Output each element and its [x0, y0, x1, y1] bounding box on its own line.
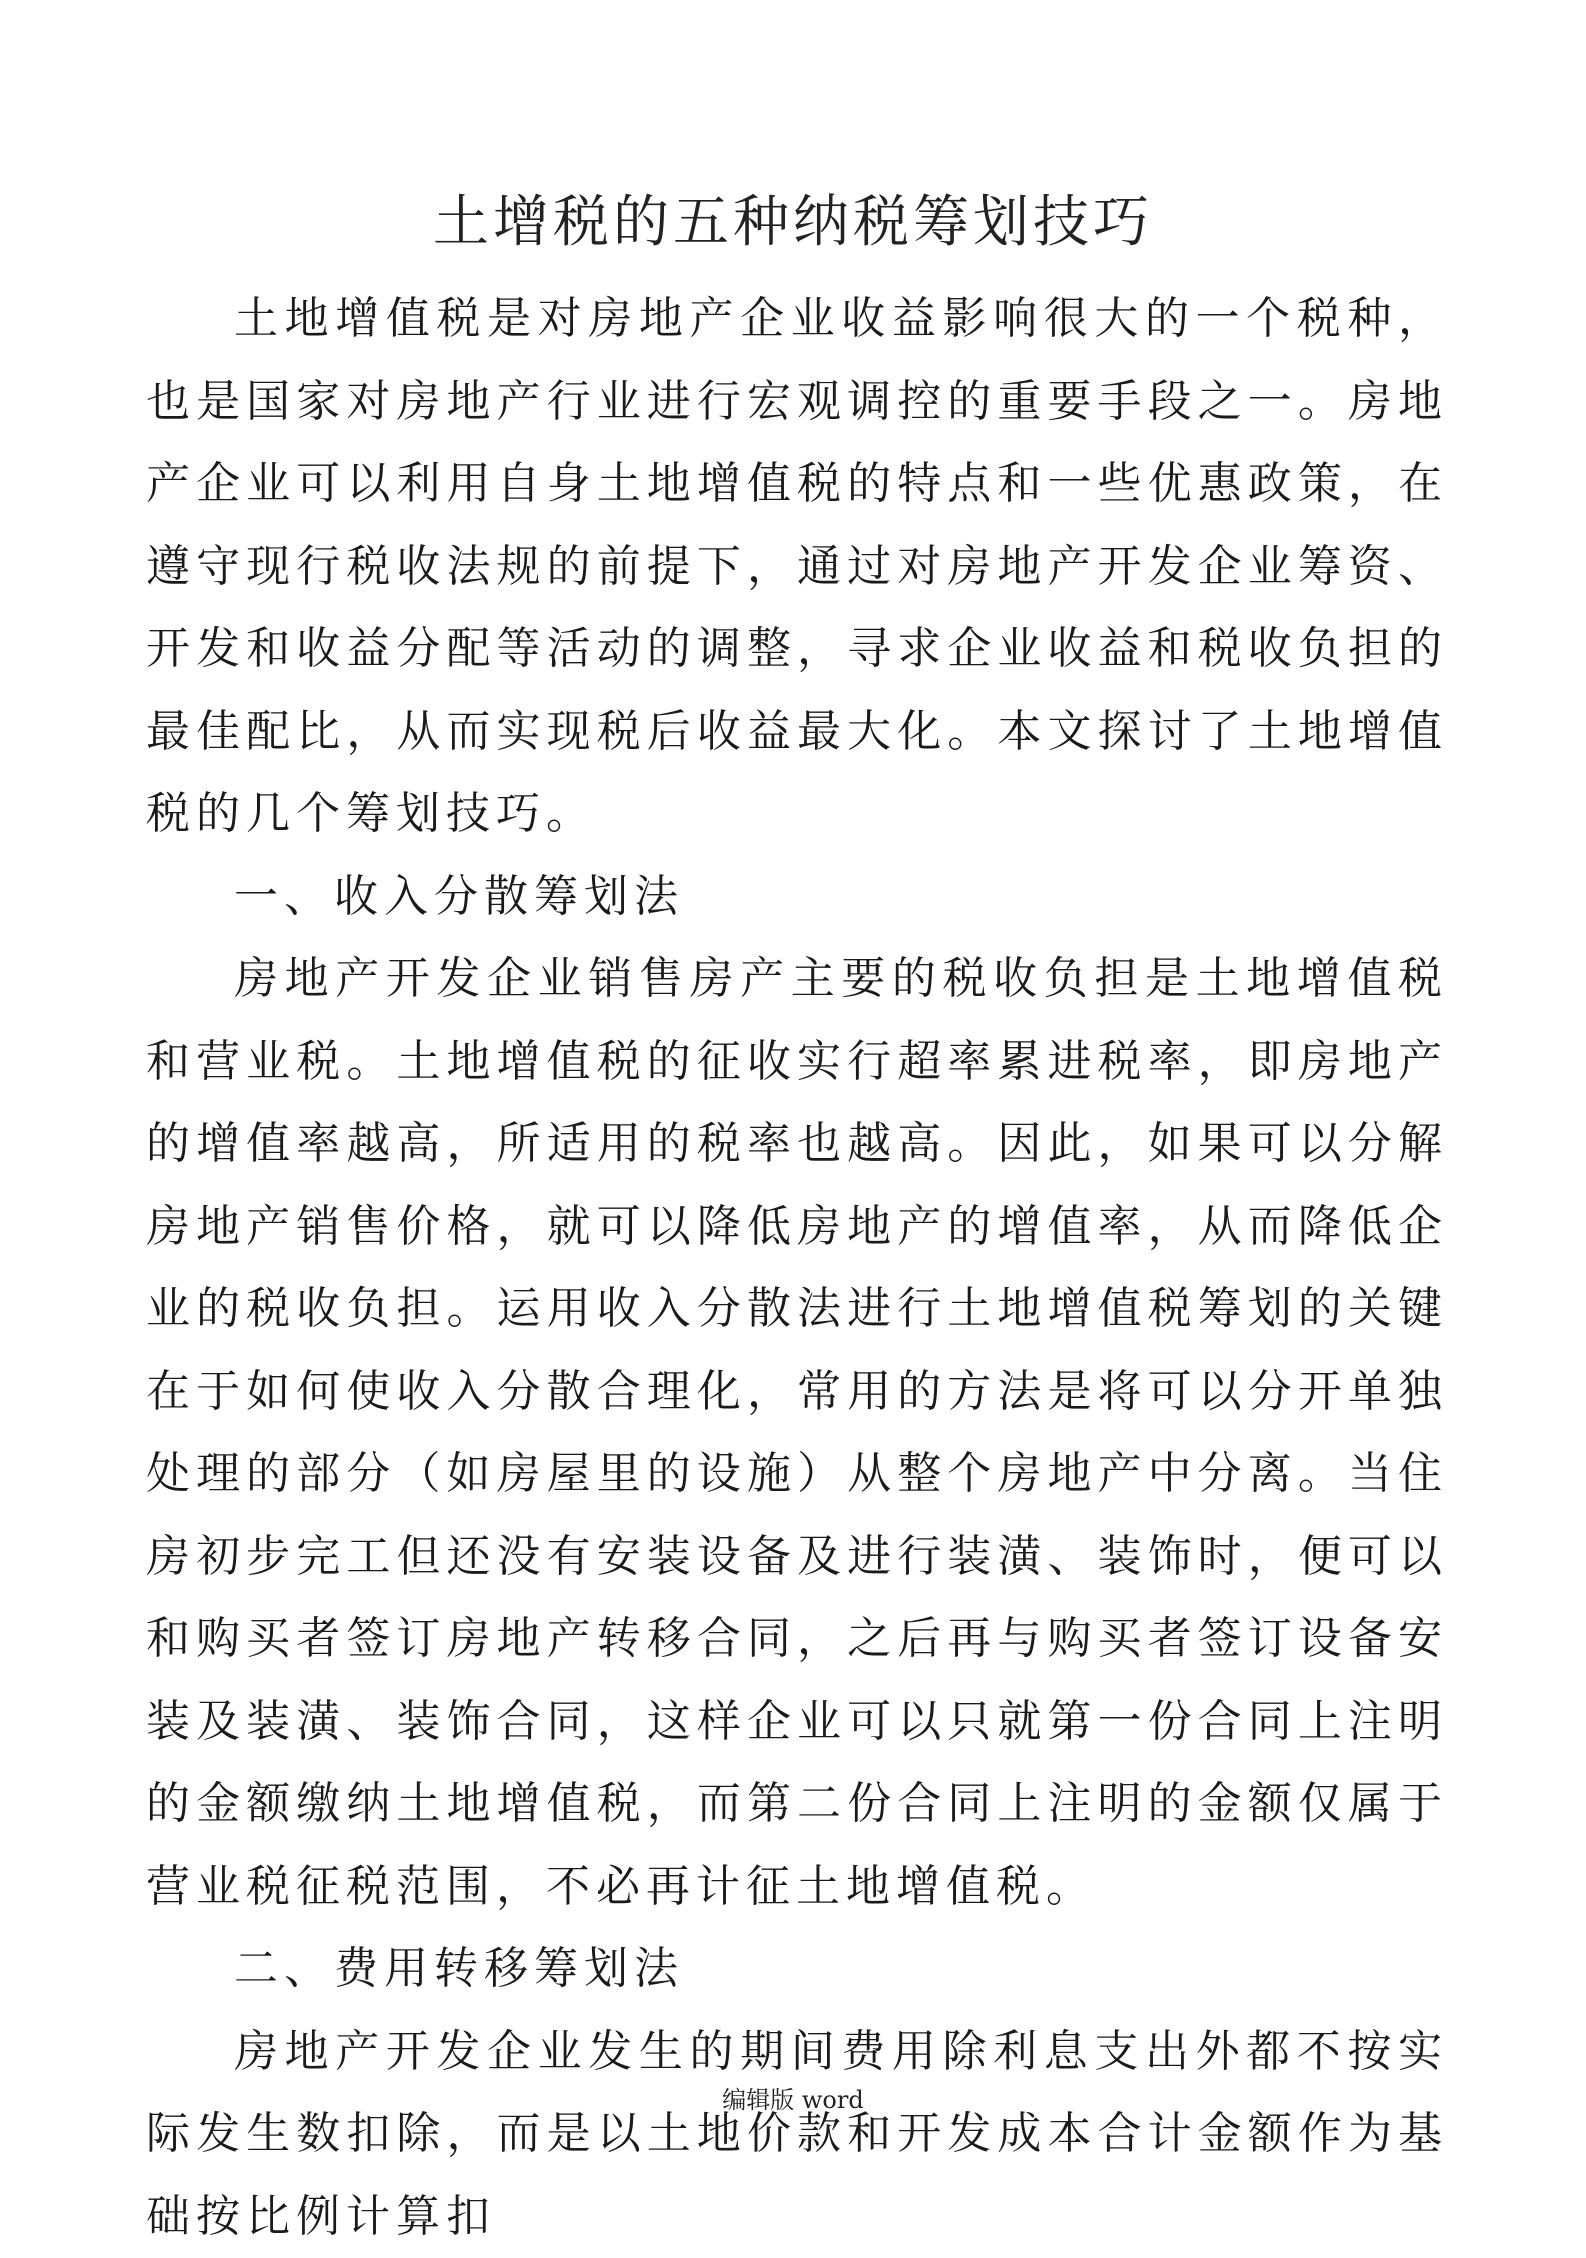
document-title: 土增税的五种纳税筹划技巧 — [0, 188, 1586, 258]
document-body — [146, 278, 1448, 2258]
section-1-paragraph: 房地产开发企业销售房产主要的税收负担是土地增值税和营业税。土地增值税的征收实行超率累进税率，即房地产的增值率越高，所适用的税率也越高。因此，如果可以分解房地产销售价格，就可以降低房地产的增值率，从而降低企业的税收负担。运用收入分散法进行土地增值税筹划的关键在于如何使收入分散合理化，常用的方法是将可以分开单独处理的部分（如房屋里的设施）从整个房地产中分离。当住房初步完工但还没有安装设备及进行装潢、装饰时，便可以和购买者签订房地产转移合同，之后再与购买者签订设备安装及装潢、装饰合同，这样企业可以只就第一份合同上注明的金额缴纳土地增值税，而第二份合同上注明的金额仅属于营业税征税范围，不必再计征土地增值税。 — [146, 938, 1448, 1928]
section-heading-1: 一、收入分散筹划法 — [146, 856, 1448, 939]
section-heading-2: 二、费用转移筹划法 — [146, 1928, 1448, 2011]
page-footer: 编辑版 word — [0, 2085, 1586, 2115]
section-2-paragraph: 房地产开发企业发生的期间费用除利息支出外都不按实际发生数扣除，而是以土地价款和开发成本合计金额作为基础按比例计算扣 — [146, 2011, 1448, 2258]
intro-paragraph: 土地增值税是对房地产企业收益影响很大的一个税种，也是国家对房地产行业进行宏观调控的重要手段之一。房地产企业可以利用自身土地增值税的特点和一些优惠政策，在遵守现行税收法规的前提下，通过对房地产开发企业筹资、开发和收益分配等活动的调整，寻求企业收益和税收负担的最佳配比，从而实现税后收益最大化。本文探讨了土地增值税的几个筹划技巧。 — [146, 278, 1448, 856]
